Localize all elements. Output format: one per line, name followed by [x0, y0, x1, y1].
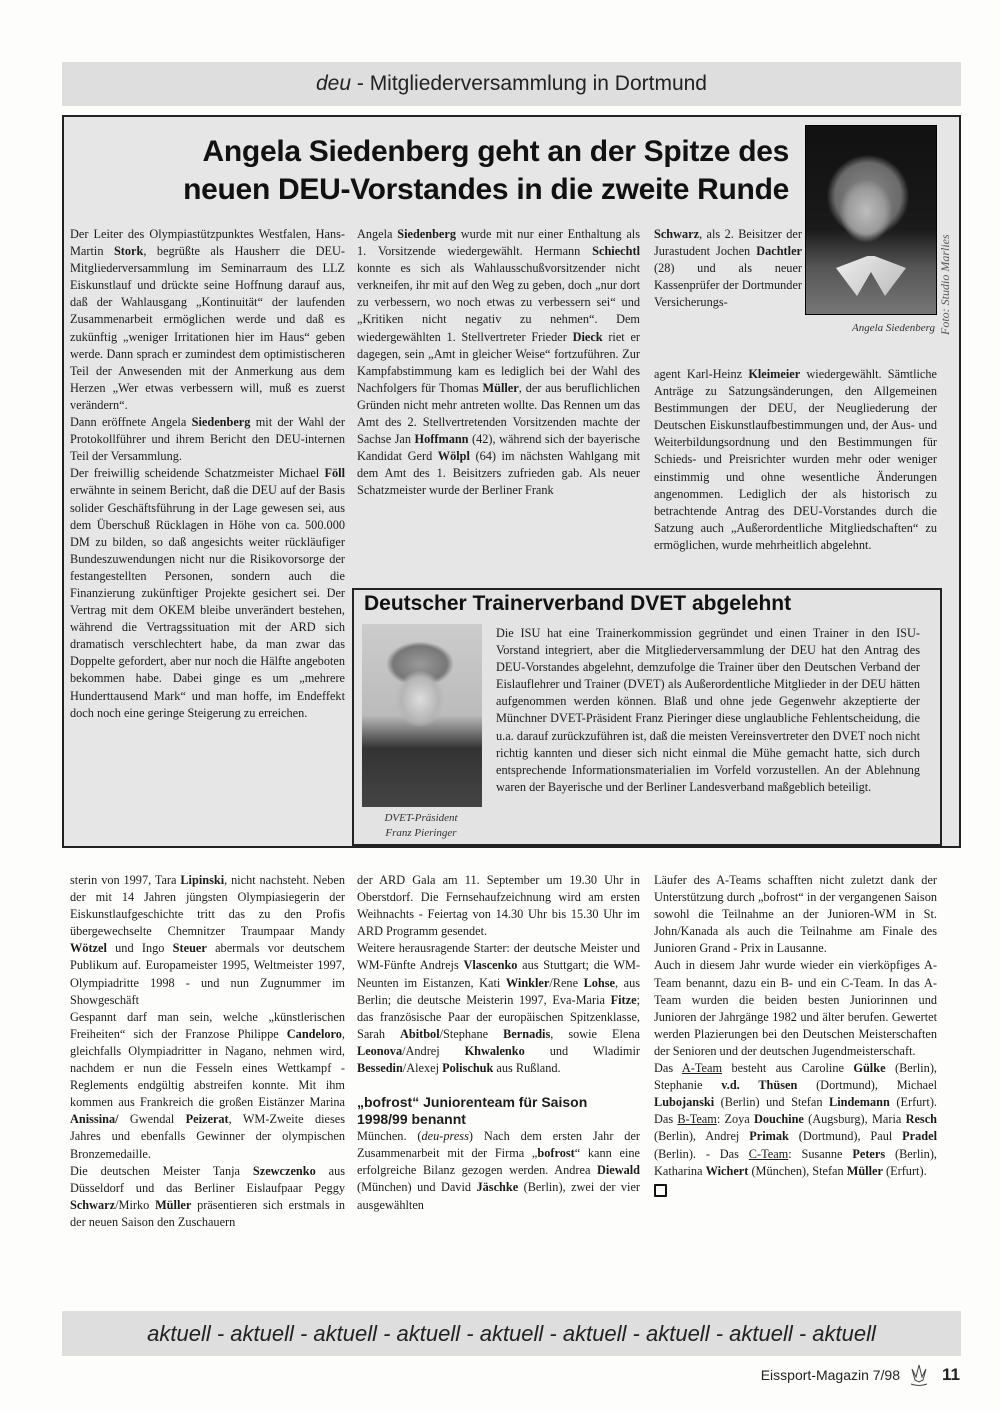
sidebar-body	[496, 625, 920, 796]
bold-name: Szewczenko	[252, 1163, 316, 1178]
paragraph: sterin von 1997, Tara Lipinski, nicht nachsteht. Neben der mit 14 Jahren jüngsten Olympiasiegerin der Eiskunstlaufgeschichte tritt das zu den Profis übergewechselte Chemnitzer Traumpaar Mandy Wötzel und Ingo Steuer abermals vor deutschem Publikum auf. Europameister 1995, Weltmeister 1997, Olympiadritte 1998 - und nun Zugnummer im Showgeschäft	[70, 873, 345, 1007]
sidebar-headline: Deutscher Trainerverband DVET abgelehnt	[364, 592, 792, 615]
inline-emphasis: B-Team	[677, 1112, 717, 1127]
section-heading-bofrost: „bofrost“ Juniorenteam für Saison 1998/99 benannt	[357, 1094, 588, 1128]
lower-column-2-after	[357, 1128, 640, 1213]
skater-logo-icon	[908, 1363, 930, 1387]
paragraph: agent Karl-Heinz Kleimeier wiedergewählt. Sämtliche Anträge zu Satzungsänderungen, den Allgemeinen Bestimmungen der DEU, der Neugliederung der Deutschen Eiskunstlaufbestimmungen und, der Aus- und Weiterbildungsordnung und den Bestimmungen für Schieds- und Preisrichter wurden mehr oder weniger einstimmig und ohne wesentliche Änderungen angenommen. Lediglich der als historisch zu betrachtende Antrag des DEU-Vorstandes durch die Satzung auch „Außerordentliche Mitgliedschaften“ zu ermöglichen, wurde mehrheitlich abgelehnt.	[654, 367, 937, 552]
bold-name: Douchine	[754, 1112, 804, 1127]
bold-name: v.d. Thüsen	[721, 1078, 798, 1093]
caption-line-1: DVET-Präsident	[384, 812, 458, 824]
paragraph: der ARD Gala am 11. September um 19.30 Uhr in Oberstdorf. Die Fernsehaufzeichnung wird am ersten Weihnachts - Feiertag von 14.30 Uhr bis 15.30 Uhr im ARD Programm gesendet.	[357, 873, 640, 939]
bold-name: Stork	[113, 244, 144, 259]
bold-name: Müller	[846, 1163, 883, 1178]
bottom-banner: aktuell - aktuell - aktuell - aktuell - aktuell - aktuell - aktuell - aktuell - aktuell	[62, 1311, 961, 1356]
bold-name: Leonova	[357, 1043, 403, 1058]
bold-name: Anissina/	[70, 1112, 119, 1127]
bold-name: Resch	[905, 1112, 937, 1127]
portrait-photo-siedenberg	[805, 125, 937, 315]
bold-name: Bernadis	[503, 1026, 551, 1041]
bold-name: Schiechtl	[592, 244, 640, 259]
section-header-banner	[62, 62, 961, 106]
article-column-3-narrow	[654, 226, 802, 311]
article-column-2	[357, 226, 640, 500]
sidebar-photo-caption	[355, 811, 487, 841]
paragraph: Die deutschen Meister Tanja Szewczenko aus Düsseldorf und das Berliner Eislaufpaar Peggy Schwarz/Mirko Müller präsentieren sich erstmals in der neuen Saison den Zuschauern	[70, 1163, 345, 1229]
paragraph: Dann eröffnete Angela Siedenberg mit der Wahl der Protokollführer und ihrem Bericht den DEU-internen Teil der Versammlung.	[70, 415, 345, 464]
paragraph: Das A-Team besteht aus Caroline Gülke (Berlin), Stephanie v.d. Thüsen (Dortmund), Michael Lubojanski (Berlin) und Stefan Lindemann (Erfurt). Das B-Team: Zoya Douchine (Augsburg), Maria Resch (Berlin), Andrej Primak (Dortmund), Paul Pradel (Berlin). - Das C-Team: Susanne Peters (Berlin), Katharina Wichert (München), Stefan Müller (Erfurt).	[654, 1061, 937, 1178]
portrait-photo-pieringer	[362, 624, 482, 807]
bold-name: Wichert	[705, 1163, 749, 1178]
bold-name: bofrost	[537, 1146, 575, 1161]
paragraph: Der Leiter des Olympiastützpunktes Westfalen, Hans-Martin Stork, begrüßte als Hausherr die DEU-Mitgliederversammlung im Seminarraum des LLZ Eiskunstlauf und drückte seine Hoffnung darauf aus, daß der Wahlausgang „Kontinuität“ der laufenden Zusammenarbeit ermöglichen werde und daß es zukünftig „weniger Irritationen hier im Haus“ geben werde. Dann sprach er zumindest dem optimistischeren Teil der Anwesenden mit der Anmerkung aus dem Herzen „Wer etwas verbessern will, muß es zuerst verändern“.	[70, 227, 346, 412]
bold-name: Müller	[482, 380, 519, 395]
bold-name: Müller	[155, 1197, 192, 1212]
bold-name: Fitze	[610, 992, 637, 1007]
lower-column-3-text	[654, 872, 937, 1180]
bold-name: Siedenberg	[397, 227, 456, 241]
photo-caption: Angela Siedenberg	[852, 322, 935, 334]
inline-emphasis: C-Team	[748, 1146, 789, 1161]
bold-name: Gülke	[853, 1061, 886, 1076]
headline-line-1: Angela Siedenberg geht an der Spitze des	[202, 135, 789, 168]
end-of-article-square-icon	[654, 1184, 667, 1197]
bold-name: Wötzel	[70, 941, 107, 956]
photo-collar-shape	[836, 256, 906, 296]
bold-name: Bessedin	[357, 1061, 403, 1076]
bold-name: Siedenberg	[191, 415, 251, 430]
bold-name: Lubojanski	[654, 1095, 715, 1110]
paragraph: München. (deu-press) Nach dem ersten Jahr der Zusammenarbeit mit der Firma „bofrost“ kann eine erfolgreiche Bilanz gezogen werden. Andrea Diewald (München) und David Jäschke (Berlin), zwei der vier ausgewählten	[357, 1129, 641, 1212]
bold-name: Schwarz	[654, 227, 700, 241]
bold-name: Föll	[324, 466, 345, 481]
bold-name: Hoffmann	[414, 432, 469, 447]
inline-emphasis: deu-press	[421, 1129, 469, 1144]
headline-line-2: neuen DEU-Vorstandes in die zweite Runde	[183, 173, 789, 206]
bold-name: Peizerat	[185, 1112, 229, 1127]
bold-name: Wölpl	[437, 449, 470, 464]
bold-name: Polischuk	[442, 1061, 494, 1076]
photo-credit-text: Foto: Studio Marlies	[938, 234, 952, 335]
lower-column-2	[357, 872, 640, 1214]
bold-name: Diewald	[596, 1163, 640, 1178]
page-number: 11	[942, 1365, 960, 1384]
lower-column-3	[654, 872, 937, 1202]
paragraph: Schwarz, als 2. Beisitzer der Jurastudent Jochen Dachtler (28) und als neuer Kassenprüfer der Dortmunder Versicherungs-	[654, 227, 802, 310]
lower-column-1	[70, 872, 345, 1231]
inline-emphasis: A-Team	[681, 1061, 723, 1076]
paragraph: Auch in diesem Jahr wurde wieder ein vierköpfiges A-Team benannt, dazu ein B- und ein C-Team. In das A-Team wurden die beiden besten Juniorinnen und Junioren der Jahrgänge 1982 und älter berufen. Gewertet werden Plazierungen bei den Deutschen Meisterschaften der Senioren und der deutschen Jugendmeisterschaft.	[654, 958, 937, 1058]
section-tag: deu	[315, 72, 352, 95]
bold-name: Dieck	[572, 329, 603, 344]
bold-name: Steuer	[172, 941, 207, 956]
bold-name: Pradel	[902, 1129, 937, 1144]
bold-name: Primak	[749, 1129, 789, 1144]
bold-name: Lohse	[583, 975, 615, 990]
magazine-issue: Eissport-Magazin 7/98	[760, 1367, 901, 1383]
section-title: - Mitgliederversammlung in Dortmund	[351, 72, 707, 95]
bold-name: Winkler	[505, 975, 550, 990]
bold-name: Schwarz	[70, 1197, 116, 1212]
bold-name: Kleimeier	[748, 367, 801, 381]
paragraph: Die ISU hat eine Trainerkommission gegründet und einen Trainer in den ISU-Vorstand integriert, aber die Mitgliederversammlung der DEU hat den Antrag des DEU-Vorstandes abgelehnt, demzufolge die Trainer über den Deutschen Verband der Eislauflehrer und Trainer (DVET) als Außerordentliche Mitglieder in der DEU hätten aufgenommen werden können. Blaß und ohne jede Gegenwehr akzeptierte der Münchner DVET-Präsident Franz Pieringer diese unglaubliche Fehlentscheidung, die u.a. darauf zurückzuführen ist, daß die meisten Vereinsvertreter den DVET noch nicht richtig kannten und dieser sich nicht einmal die Mühe gemacht hatte, sich durch entsprechende Informationsmaterialien im Vorfeld vorzustellen. An der Ablehnung waren der Bayerische und der Berliner Landesverband maßgeblich beteiligt.	[496, 626, 920, 794]
bold-name: Vlascenko	[463, 958, 518, 973]
bold-name: Candeloro	[286, 1026, 342, 1041]
lower-column-2-text	[357, 872, 640, 1077]
paragraph: Angela Siedenberg wurde mit nur einer Enthaltung als 1. Vorsitzende wiedergewählt. Hermann Schiechtl konnte es sich als Wahlausschußvorsitzender nicht verkneifen, ihr mit auf den Weg zu geben, doch „nur dort zu verbessern, wo noch etwas zu verbessern sei“ und „Kritiken nicht negativ zu nehmen“. Dem wiedergewählten 1. Stellvertreter Frieder Dieck riet er dagegen, sein „Amt in gleicher Weise“ fortzuführen. Zur Kampfabstimmung kam es lediglich bei der Wahl des Nachfolgers für Thomas Müller, der aus beruflichlichen Gründen nicht mehr antreten wollte. Das Rennen um das Amt des 2. Stellvertretenden Vorsitzenden machte der Sachse Jan Hoffmann (42), während sich der bayerische Kandidat Gerd Wölpl (64) im nächsten Wahlgang mit dem Amt des 1. Beisitzers zufrieden gab. Als neuer Schatzmeister wurde der Berliner Frank	[357, 227, 641, 498]
article-column-1	[70, 226, 345, 722]
bold-name: Lindemann	[829, 1095, 890, 1110]
article-headline	[74, 133, 789, 209]
bold-name: Khwalenko	[464, 1043, 525, 1058]
paragraph: Der freiwillig scheidende Schatzmeister Michael Föll erwähnte in seinem Bericht, daß die DEU auf der Basis solider Geschäftsführung in der Lage gewesen sei, aus dem Überschuß Rücklagen in Höhe von ca. 500.000 DM zu bilden, so daß angesichts weiter rückläufiger Bundeszuwendungen nicht nur die Risikovorsorge der festangestellten Personen, sondern auch die Finanzierung zukünftiger Projekte gesichert sei. Der Vertrag mit dem OKEM bleibe unverändert bestehen, während die Vertragssituation mit der ARD sich dramatisch verschlechtert habe, da man zwar das Doppelte gefordert, aber nur noch die Hälfte angeboten bekommen habe. Dabei ginge es um „mehrere Hunderttausend Mark“ und man hoffe, im Endeffekt doch noch eine geringe Steigerung zu erreichen.	[70, 466, 345, 720]
bold-name: Lipinski	[180, 873, 225, 887]
caption-line-2: Franz Pieringer	[385, 827, 457, 839]
bold-name: Dachtler	[756, 244, 802, 259]
paragraph: Weitere herausragende Starter: der deutsche Meister und WM-Fünfte Andrejs Vlascenko aus Stuttgart; die WM-Neunten im Eistanzen, Kati Winkler/Rene Lohse, aus Berlin; die deutsche Meisterin 1997, Eva-Maria Fitze; das französische Paar der europäischen Spitzenklasse, Sarah Abitbol/Stephane Bernadis, sowie Elena Leonova/Andrej Khwalenko und Wladimir Bessedin/Alexej Polischuk aus Rußland.	[357, 941, 640, 1076]
article-column-3-wide	[654, 366, 937, 554]
bold-name: Abitbol	[399, 1026, 440, 1041]
bold-name: Peters	[852, 1146, 886, 1161]
page-footer	[700, 1363, 960, 1387]
paragraph: Gespannt darf man sein, welche „künstlerischen Freiheiten“ sich der Franzose Philippe Candeloro, gleichfalls Olympiadritter in Nagano, nehmen wird, nachdem er nun die Fesseln eines Wettkampf - Reglements endgültig abstreifen konnte. Mit ihm kommen aus Frankreich die großen Eistänzer Marina Anissina/ Gwendal Peizerat, WM-Zweite dieses Jahres und ebenfalls Gewinner der olympischen Bronzemedaille.	[70, 1009, 345, 1161]
bold-name: Jäschke	[476, 1180, 519, 1195]
paragraph: Läufer des A-Teams schafften nicht zuletzt dank der Unterstützung durch „bofrost“ in der vergangenen Saison sowohl die Teilnahme an der Junioren-WM in St. John/Kanada als auch die Teilnahme am Finale des Junioren Grand - Prix in Lausanne.	[654, 873, 937, 956]
photo-credit	[930, 195, 960, 335]
